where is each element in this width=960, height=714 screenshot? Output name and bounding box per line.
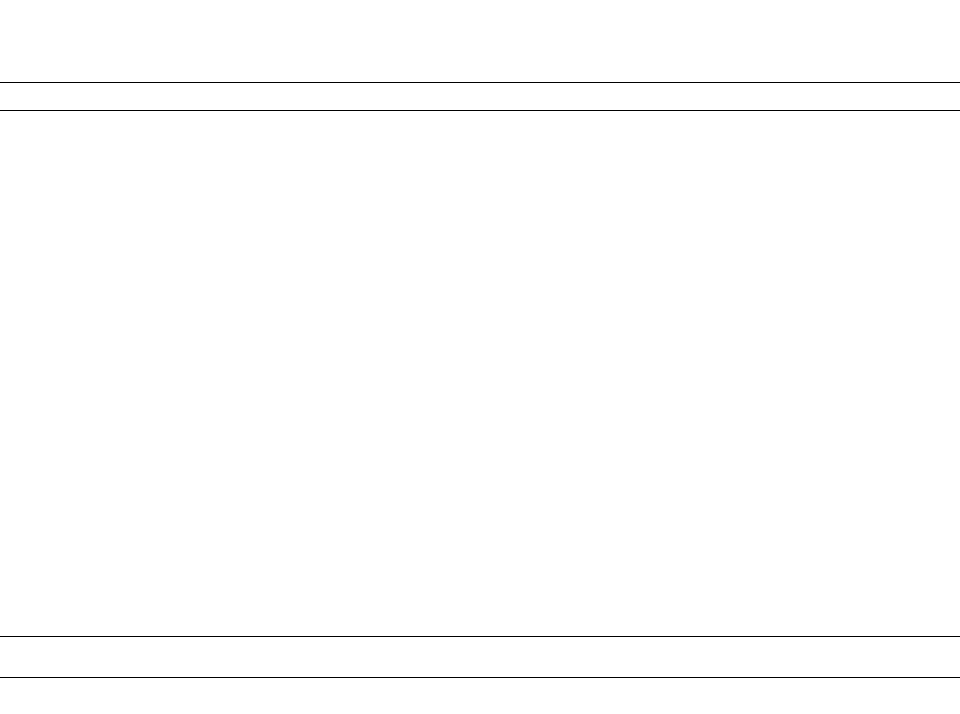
carried-forward-block: [0, 82, 960, 111]
column-header: [0, 0, 960, 83]
totals-block: [0, 636, 960, 678]
